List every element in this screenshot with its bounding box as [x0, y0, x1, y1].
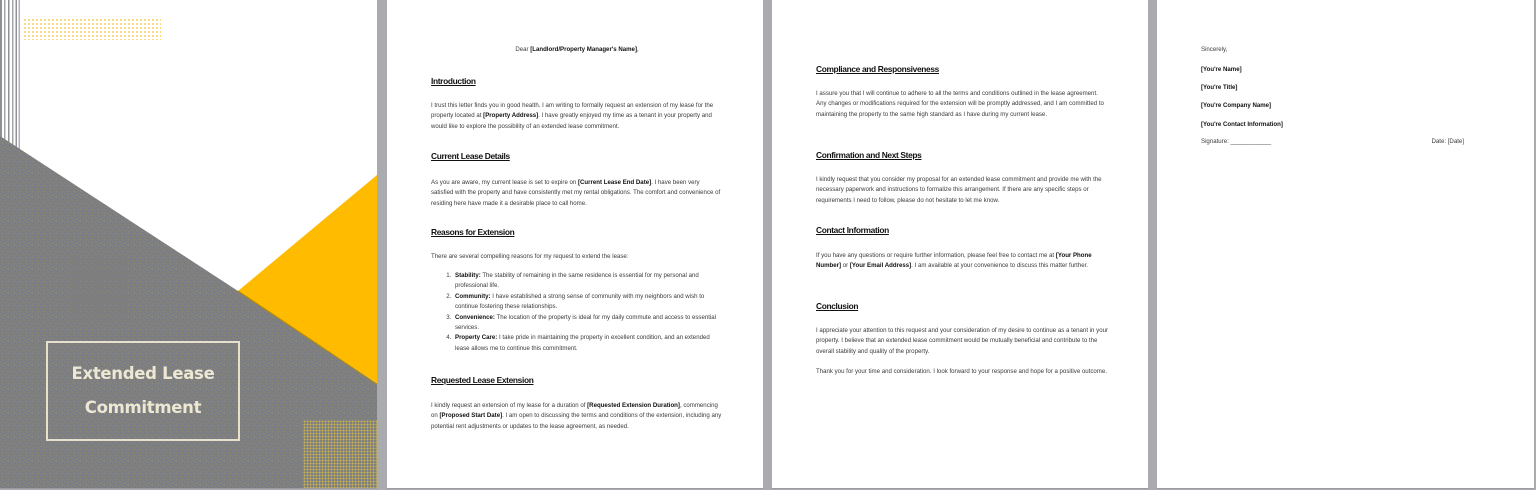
text: . I have been very satisfied with the property and have consistently met my rental obligations. The comfort and convenience of residing here have made it a desirable place to call home.	[431, 179, 721, 207]
text: I kindly request an extension of my lease for a duration of	[431, 402, 588, 409]
sender-company	[1201, 101, 1494, 111]
item-label: Community:	[455, 292, 491, 300]
list-item	[453, 313, 723, 334]
paragraph-contact	[816, 251, 1108, 272]
decorative-dot-pattern-bottom	[303, 420, 377, 488]
item-text: I take pride in maintaining the property in excellent condition, and an extended lease allows me to continue this commitment.	[455, 334, 710, 352]
sender-title	[1201, 83, 1494, 93]
sender-contact	[1201, 120, 1494, 130]
paragraph-reasons-intro: There are several compelling reasons for my request to extend the lease:	[431, 253, 629, 260]
item-label: Property Care:	[455, 334, 498, 342]
placeholder-extension-duration: [Requested Extension Duration]	[587, 402, 680, 409]
placeholder-name: [You're Name]	[1201, 66, 1242, 73]
list-item	[453, 271, 723, 292]
text: If you have any questions or require further information, please feel free to contact me at	[816, 252, 1056, 259]
paragraph-requested-extension	[431, 401, 723, 432]
text: I trust this letter finds you in good health. I am writing to formally request an extension of my lease for the property located at	[431, 102, 714, 120]
letter-page-3	[1157, 0, 1534, 489]
placeholder-phone-number: [Your Phone Number]	[816, 252, 1092, 270]
item-text: The location of the property is ideal for my daily commute and access to essential services.	[455, 313, 717, 332]
placeholder-property-address: [Property Address]	[483, 112, 539, 120]
text: As you are aware, my current lease is set to expire on	[431, 179, 578, 186]
placeholder-title: [You're Title]	[1201, 84, 1238, 91]
paragraph-compliance: I assure you that I will continue to adhere to all the terms and conditions outlined in the lease agreement. Any changes or modifications required for the extension will be promptly addressed, and I am committed to maintaining the property to the same high standard as I have during my current lease.	[816, 90, 1104, 118]
cover-title-box	[46, 341, 240, 441]
heading-introduction: Introduction	[431, 76, 476, 86]
sender-name	[1201, 65, 1494, 75]
placeholder-company: [You're Company Name]	[1201, 102, 1272, 109]
list-item	[453, 292, 723, 313]
paragraph-confirmation: I kindly request that you consider my proposal for an extended lease commitment and provide me with the necessary paperwork and instructions to formalize this arrangement. If there are any specific steps or requirements I need to follow, please do not hesitate to let me know.	[816, 176, 1102, 204]
text: or	[841, 262, 850, 270]
item-label: Convenience:	[455, 313, 495, 321]
item-label: Stability:	[455, 272, 481, 279]
placeholder-contact: [You're Contact Information]	[1201, 121, 1283, 128]
paragraph-conclusion-2: Thank you for your time and consideration. I look forward to your response and hope for a positive outcome.	[816, 368, 1107, 375]
heading-reasons-for-extension: Reasons for Extension	[431, 227, 515, 237]
letter-page-2	[772, 0, 1148, 489]
placeholder-lease-end-date: [Current Lease End Date]	[578, 179, 652, 186]
heading-requested-lease-extension: Requested Lease Extension	[431, 375, 534, 385]
heading-compliance: Compliance and Responsiveness	[816, 64, 939, 74]
reasons-list	[431, 271, 723, 354]
text: , commencing on	[431, 402, 718, 420]
paragraph-current-lease	[431, 178, 723, 209]
paragraph-conclusion-1: I appreciate your attention to this request and your consideration of my desire to continue as a tenant in your property. I believe that an extended lease commitment would be mutually beneficial and contribute to the overall stability and quality of the property.	[816, 327, 1108, 355]
cover-page	[0, 0, 377, 489]
salutation-name: [Landlord/Property Manager's Name]	[530, 46, 637, 53]
salutation-prefix: Dear	[515, 46, 531, 53]
text: . I am available at your convenience to discuss this matter further.	[911, 262, 1088, 270]
list-item	[453, 333, 723, 354]
salutation	[431, 45, 723, 55]
text: . I am open to discussing the terms and conditions of the extension, including any potential rent adjustments or updates to the lease agreement, as needed.	[431, 412, 722, 430]
item-text: The stability of remaining in the same residence is essential for my personal and professional life.	[455, 272, 699, 290]
cover-title-line2: Commitment	[84, 398, 202, 417]
text: . I have greatly enjoyed my time as a tenant in your property and would like to explore the possibility of an extended lease commitment.	[431, 112, 712, 130]
heading-confirmation: Confirmation and Next Steps	[816, 150, 922, 160]
letter-page-1	[387, 0, 763, 489]
cover-title-line1: Extended Lease	[71, 364, 215, 383]
date-line: Date: [Date]	[1431, 138, 1464, 145]
paragraph-introduction	[431, 101, 723, 132]
heading-current-lease-details: Current Lease Details	[431, 151, 510, 161]
item-text: I have established a strong sense of community with my neighbors and wish to continue fostering these relationships.	[455, 292, 705, 311]
placeholder-email-address: [Your Email Address]	[849, 262, 912, 270]
heading-conclusion: Conclusion	[816, 301, 859, 311]
signature-line: Signature: ____________	[1201, 138, 1272, 145]
salutation-suffix: ,	[636, 46, 639, 53]
closing: Sincerely,	[1201, 46, 1228, 53]
heading-contact-information: Contact Information	[816, 225, 889, 235]
placeholder-start-date: [Proposed Start Date]	[439, 412, 503, 420]
